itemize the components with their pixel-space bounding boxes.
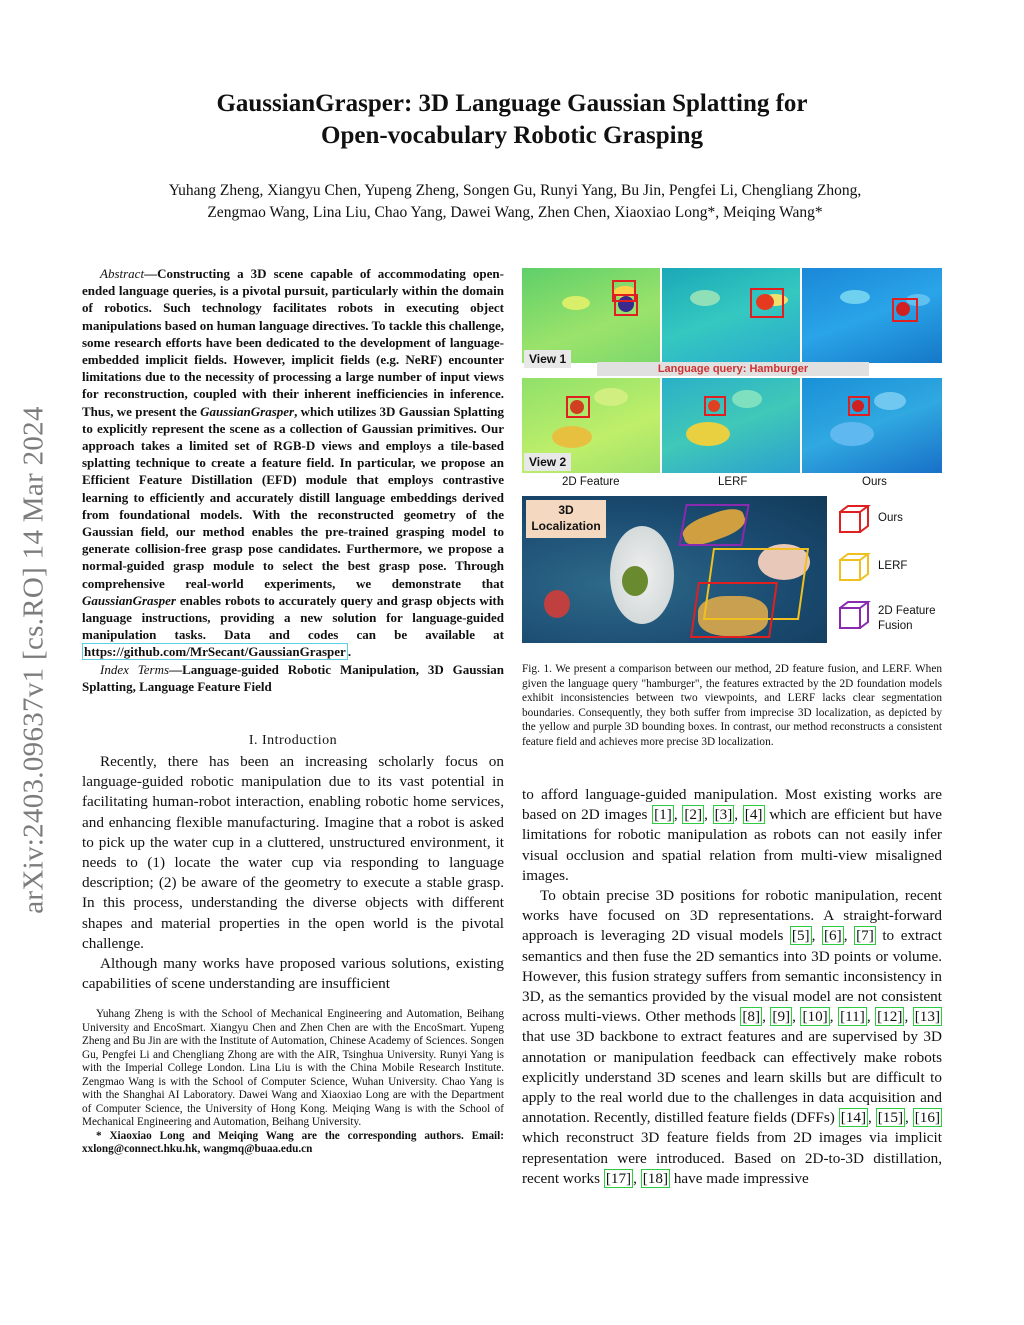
author-list xyxy=(90,180,940,224)
authors-line-2: Zengmao Wang, Lina Liu, Chao Yang, Dawei Wang, Zhen Chen, Xiaoxiao Long*, Meiqing Wang* xyxy=(207,204,823,221)
abstract-end: . xyxy=(347,644,352,660)
3d-localization-label xyxy=(526,500,606,538)
figure-caption: Fig. 1. We present a comparison between our method, 2D feature fusion, and LERF. When given the language query "hamburger", the features extracted by the 2D foundation models exhibit inconsistencies between two viewpoints, and LERF lacks clear segmentation boundaries. Consequently, they both suffer from imprecise 3D localization, as depicted by the yellow and purple 3D bounding boxes. In contrast, our method reconstructs a consistent feature field and achieves more precise 3D localization. xyxy=(522,663,942,748)
authors-line-1: Yuhang Zheng, Xiangyu Chen, Yupeng Zheng, Songen Gu, Runyi Yang, Bu Jin, Pengfei Li, Chengliang Zhong, xyxy=(168,182,862,199)
citation-6[interactable]: [6] xyxy=(823,927,842,945)
intro-left-column xyxy=(82,752,504,994)
citation-11[interactable]: [11] xyxy=(840,1008,865,1026)
cube-icon-ours xyxy=(840,506,868,532)
citation-16[interactable]: [16] xyxy=(914,1109,941,1127)
abstract-label: Abstract xyxy=(100,266,145,281)
abstract-part3: enables robots to accurately query and grasp objects with language instructions, providing a new solution for language-guided manipulation tasks. Data and codes can be available at xyxy=(82,592,504,643)
ours-3d-bbox xyxy=(690,582,778,638)
intro-right-column xyxy=(522,785,942,1189)
right-paragraph-1: to afford language-guided manipulation. Most existing works are based on 2D images [1] , [2] , [3] , [4] which are efficient but have limitations for robotic manipulation as robots can not easily infer visual occlusion and spatial relation from multi-view misaligned images. xyxy=(522,786,943,884)
2d-fusion-3d-bbox xyxy=(678,504,749,546)
corresponding-footnote: * Xiaoxiao Long and Meiqing Wang are the corresponding authors. Email: xxlong@connect.hku.hk, wangmq@buaa.edu.cn xyxy=(82,1129,504,1155)
arxiv-stamp xyxy=(14,350,54,970)
legend-2d-line-2: Fusion xyxy=(878,620,913,632)
view1-lerf-panel xyxy=(662,268,800,363)
bbox-legend-icons xyxy=(838,504,872,634)
point-cloud-panel xyxy=(522,496,827,643)
view1-2d-feature-panel xyxy=(522,268,660,363)
right-paragraph-2: To obtain precise 3D positions for robotic manipulation, recent works have focused on 3D representations. A straight-forward approach is leveraging 2D visual models [5] , [6] , [7] to extract semantics and then fuse the 2D semantics into 3D points or volume. However, this fusion strategy suffers from semantic inconsistency in 3D, as the semantics provided by the visual model are not consistent across multi-views. Other methods [8] , [9] , [10] , [11] , [12] , [13] that use 3D backbone to extract features and are supervised by 3D annotation or manipulation feedback can effectively make robots explicitly understand 3D scenes and learn skills but are difficult to apply to the real world due to the challenges in data acquisition and annotation. Recently, distilled feature fields (DFFs) [14] , [15] , [16] which reconstruct 3D feature fields from 2D images via implicit representation were introduced. Based on 2D-to-3D distillation, recent works [17] , [18] have made impressive xyxy=(522,887,943,1187)
citation-15[interactable]: [15] xyxy=(877,1109,904,1127)
citation-12[interactable]: [12] xyxy=(877,1008,903,1026)
loc-line-1: 3D xyxy=(558,503,574,517)
arxiv-id: arXiv:2403.09637v1 [cs.RO] 14 Mar 2024 xyxy=(17,406,50,914)
view1-lerf-bbox xyxy=(750,288,784,318)
citation-13[interactable]: [13] xyxy=(914,1008,941,1026)
citation-7[interactable]: [7] xyxy=(856,927,874,945)
citation-3[interactable]: [3] xyxy=(714,806,733,824)
legend-lerf: LERF xyxy=(878,560,908,572)
view2-label: View 2 xyxy=(524,453,571,471)
code-link[interactable]: https://github.com/MrSecant/GaussianGrasper xyxy=(84,644,346,660)
index-terms-text: —Language-guided Robotic Manipulation, 3D Gaussian Splatting, Language Feature Field xyxy=(82,661,504,694)
view2-ours-bbox xyxy=(848,396,870,416)
index-terms-label: Index Terms xyxy=(100,661,170,677)
citation-9[interactable]: [9] xyxy=(772,1008,791,1026)
footnotes xyxy=(82,1008,504,1157)
affiliation-footnote: Yuhang Zheng is with the School of Mechanical Engineering and Automation, Beihang University and EncoSmart. Xiangyu Chen and Zhen Chen are with the EncoSmart. Yupeng Zheng and Bu Jin are with the Institute of Automation, Chinese Academy of Sciences. Songen Gu, Pengfei Li and Chengliang Zhong are with the AIR, Tsinghua University. Runyi Yang is with the Imperial College London. Lina Liu is with the China Mobile Research Institute. Zengmao Wang is with the School of Computer Science, Wuhan University. Chao Yang is with the Shanghai AI Laboratory. Dawei Wang and Xiaoxiao Long are with the Department of Computer Science, the University of Hong Kong. Meiqing Wang is with the School of Mechanical Engineering and Automation, Beihang University. xyxy=(82,1008,504,1128)
citation-4[interactable]: [4] xyxy=(744,806,763,824)
cube-icon-lerf xyxy=(840,554,868,580)
citation-5[interactable]: [5] xyxy=(791,927,810,945)
citation-14[interactable]: [14] xyxy=(840,1109,867,1127)
cube-icon-2d-fusion xyxy=(840,602,868,628)
abstract-part2: , which utilizes 3D Gaussian Splatting to explicitly represent the scene as a collection of Gaussian primitives. Our approach takes a limited set of RGB-D views and employs a tile-based splatting technique to create a feature field. In particular, we propose an Efficient Feature Distillation (EFD) module that employs contrastive learning to efficiently and accurately distill language embeddings derived from foundational models. With the reconstructed geometry of the Gaussian field, our method enables the pre-trained grasping model to generate collision-free grasp pose candidates. Furthermore, we propose a normal-guided grasp module to select the best grasp pose. Through comprehensive real-world experiments, we demonstrate that xyxy=(82,403,504,591)
figure-1 xyxy=(522,268,942,648)
column-label-2d-feature: 2D Feature xyxy=(562,476,620,488)
citation-10[interactable]: [10] xyxy=(802,1008,828,1026)
rp2-c: that use 3D backbone to extract features and are supervised by 3D annotation or manipulation feedback can effectively make robots explicitly understand 3D scenes and learn skills but are difficult to apply to the real world due to the challenges in data acquisition and annotation. Recently, distilled feature fields (DFFs) xyxy=(522,1028,942,1127)
citation-8[interactable]: [8] xyxy=(742,1008,761,1026)
method-name-2: GaussianGrasper xyxy=(82,592,176,608)
rp2-e: have made impressive xyxy=(670,1169,809,1187)
method-name-1: GaussianGrasper xyxy=(200,403,295,419)
view1-label: View 1 xyxy=(524,350,571,368)
strawberry xyxy=(544,590,570,618)
rp2-d: which reconstruct 3D feature fields from 2D images via implicit representation were introduced. Based on 2D-to-3D distillation, recent works xyxy=(522,1129,942,1187)
rp2-a: To obtain precise 3D positions for robotic manipulation, recent works have focused on 3D representations. A straight-forward approach is leveraging 2D visual models xyxy=(522,887,942,945)
view1-ours-panel xyxy=(802,268,942,363)
legend-ours: Ours xyxy=(878,512,903,524)
title-line-2: Open-vocabulary Robotic Grasping xyxy=(321,122,703,149)
loc-line-2: Localization xyxy=(531,519,601,533)
citation-2[interactable]: [2] xyxy=(684,806,703,824)
view2-ours-panel xyxy=(802,378,942,473)
rp1-a: to afford language-guided manipulation. Most existing works are based on 2D images xyxy=(522,786,942,824)
citation-1[interactable]: [1] xyxy=(654,806,672,824)
legend-2d-line-1: 2D Feature xyxy=(878,605,936,617)
column-label-ours: Ours xyxy=(862,476,887,488)
citation-17[interactable]: [17] xyxy=(605,1169,632,1187)
view2-2d-bbox xyxy=(566,396,590,418)
rp1-b: which are efficient but have limitations for robotic manipulation as robots can not easily infer visual occlusion and spatial relation from multi-view misaligned images. xyxy=(522,806,943,884)
language-query: Language query: Hamburger xyxy=(597,362,869,376)
view2-lerf-bbox xyxy=(704,396,726,416)
abstract-part1: —Constructing a 3D scene capable of accommodating open-ended language queries, is a pivotal pursuit, particularly within the domain of robotics. Such technology facilitates robots in executing object manipulations based on human language directives. To tackle this challenge, some research efforts have been dedicated to the development of language-embedded implicit fields. However, implicit fields (e.g. NeRF) encounter limitations due to the necessity of processing a large number of input views for reconstruction, coupled with their inherent inefficiencies in inference. Thus, we present the xyxy=(82,266,504,419)
rp2-b: to extract semantics and then fuse the 2D semantics into 3D points or volume. However, this fusion strategy suffers from semantic inconsistency in 3D, as the semantics provided by the visual model are not consistent across multi-views. Other methods xyxy=(522,927,943,1026)
citation-18[interactable]: [18] xyxy=(642,1169,669,1187)
column-label-lerf: LERF xyxy=(718,476,748,488)
section-heading: I. Introduction xyxy=(248,733,338,748)
title-line-1: GaussianGrasper: 3D Language Gaussian Splatting for xyxy=(216,90,808,117)
legend-2d-fusion xyxy=(878,604,936,634)
intro-paragraph-1: Recently, there has been an increasing scholarly focus on language-guided robotic manipulation due to its vast potential in facilitating human-robot interaction, enabling robotic home services, and enhancing flexible manufacturing. Imagine that a robot is asked to pick up the water cup in a cluttered, unstructured environment, it needs to (1) locate the water cup via responding to language description; (2) be aware of the geometry to execute a stable grasp. In this process, understanding the diverse objects with different shapes and material properties in the open world is the pivotal challenge. xyxy=(82,753,504,952)
view2-lerf-panel xyxy=(662,378,800,473)
paper-title xyxy=(0,88,1024,152)
abstract xyxy=(82,265,504,695)
intro-paragraph-2: Although many works have proposed various solutions, existing capabilities of scene understanding are insufficient xyxy=(82,955,504,993)
view1-ours-bbox xyxy=(892,298,918,322)
